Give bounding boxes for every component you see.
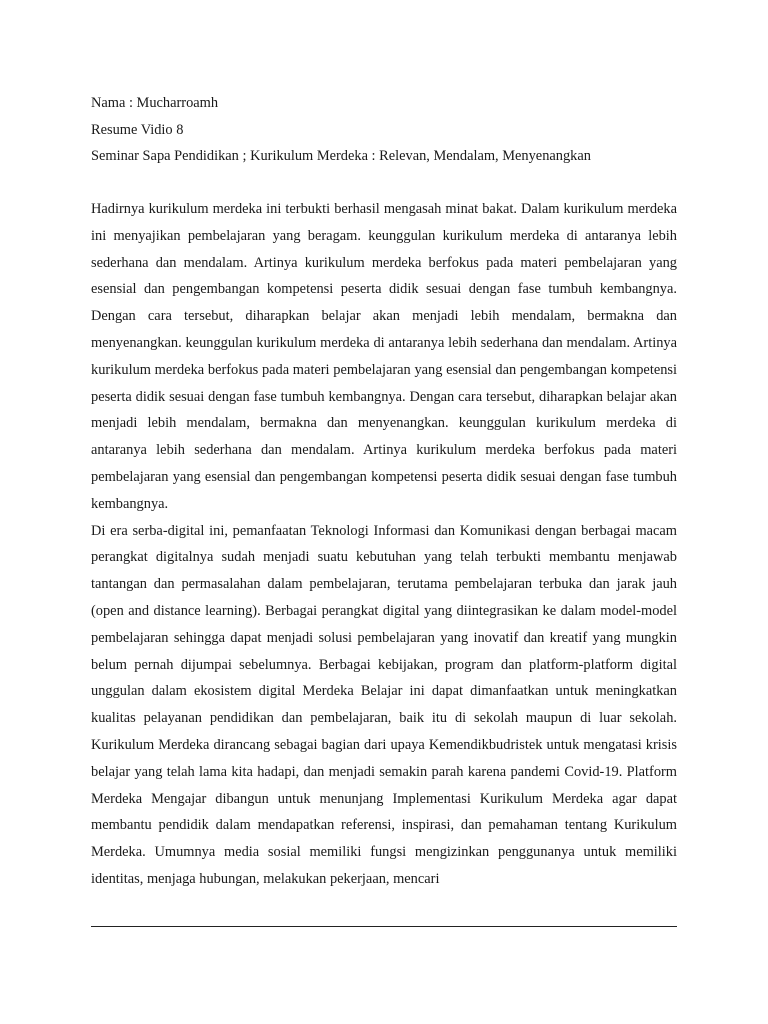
name-line: Nama : Mucharroamh bbox=[91, 95, 219, 111]
resume-title-line: Resume Vidio 8 bbox=[91, 121, 184, 138]
document-content bbox=[91, 90, 677, 893]
footer-divider bbox=[91, 926, 677, 927]
paragraph-kurikulum-merdeka: Hadirnya kurikulum merdeka ini terbukti berhasil mengasah minat bakat. Dalam kurikulum merdeka ini menyajikan pembelajaran yang beragam. keunggulan kurikulum merdeka di antaranya lebih sederhana dan mendalam. Artinya kurikulum merdeka berfokus pada materi pembelajaran yang esensial dan pengembangan kompetensi peserta didik sesuai dengan fase tumbuh kembangnya. Dengan cara tersebut, diharapkan belajar akan menjadi lebih mendalam, bermakna dan menyenangkan. keunggulan kurikulum merdeka di antaranya lebih sederhana dan mendalam. Artinya kurikulum merdeka berfokus pada materi pembelajaran yang esensial dan pengembangan kompetensi peserta didik sesuai dengan fase tumbuh kembangnya. Dengan cara tersebut, diharapkan belajar akan menjadi lebih mendalam, bermakna dan menyenangkan. keunggulan kurikulum merdeka di antaranya lebih sederhana dan mendalam. Artinya kurikulum merdeka berfokus pada materi pembelajaran yang esensial dan pengembangan kompetensi peserta didik sesuai dengan fase tumbuh kembangnya. bbox=[91, 201, 677, 512]
seminar-title-line: Seminar Sapa Pendidikan ; Kurikulum Merdeka : Relevan, Mendalam, Menyenangkan bbox=[91, 148, 591, 164]
blank-line bbox=[91, 170, 677, 197]
paragraph-era-digital: Di era serba-digital ini, pemanfaatan Teknologi Informasi dan Komunikasi dengan berbagai macam perangkat digitalnya sudah menjadi suatu kebutuhan yang telah terbukti membantu menjawab tantangan dan permasalahan dalam pembelajaran, terutama pembelajaran terbuka dan jarak jauh (open and distance learning). Berbagai perangkat digital yang diintegrasikan ke dalam model-model pembelajaran sehingga dapat menjadi solusi pembelajaran yang inovatif dan kreatif yang mungkin belum pernah dijumpai sebelumnya. Berbagai kebijakan, program dan platform-platform digital unggulan dalam ekosistem digital Merdeka Belajar ini dapat dimanfaatkan untuk meningkatkan kualitas pelayanan pendidikan dan pembelajaran, baik itu di sekolah maupun di luar sekolah. Kurikulum Merdeka dirancang sebagai bagian dari upaya Kemendikbudristek untuk mengatasi krisis belajar yang telah lama kita hadapi, dan menjadi semakin parah karena pandemi Covid-19. Platform Merdeka Mengajar dibangun untuk menunjang Implementasi Kurikulum Merdeka agar dapat membantu pendidik dalam mendapatkan referensi, inspirasi, dan pemahaman tentang Kurikulum Merdeka. Umumnya media sosial memiliki fungsi mengizinkan penggunanya untuk memiliki identitas, menjaga hubungan, melakukan pekerjaan, mencari bbox=[91, 522, 677, 887]
